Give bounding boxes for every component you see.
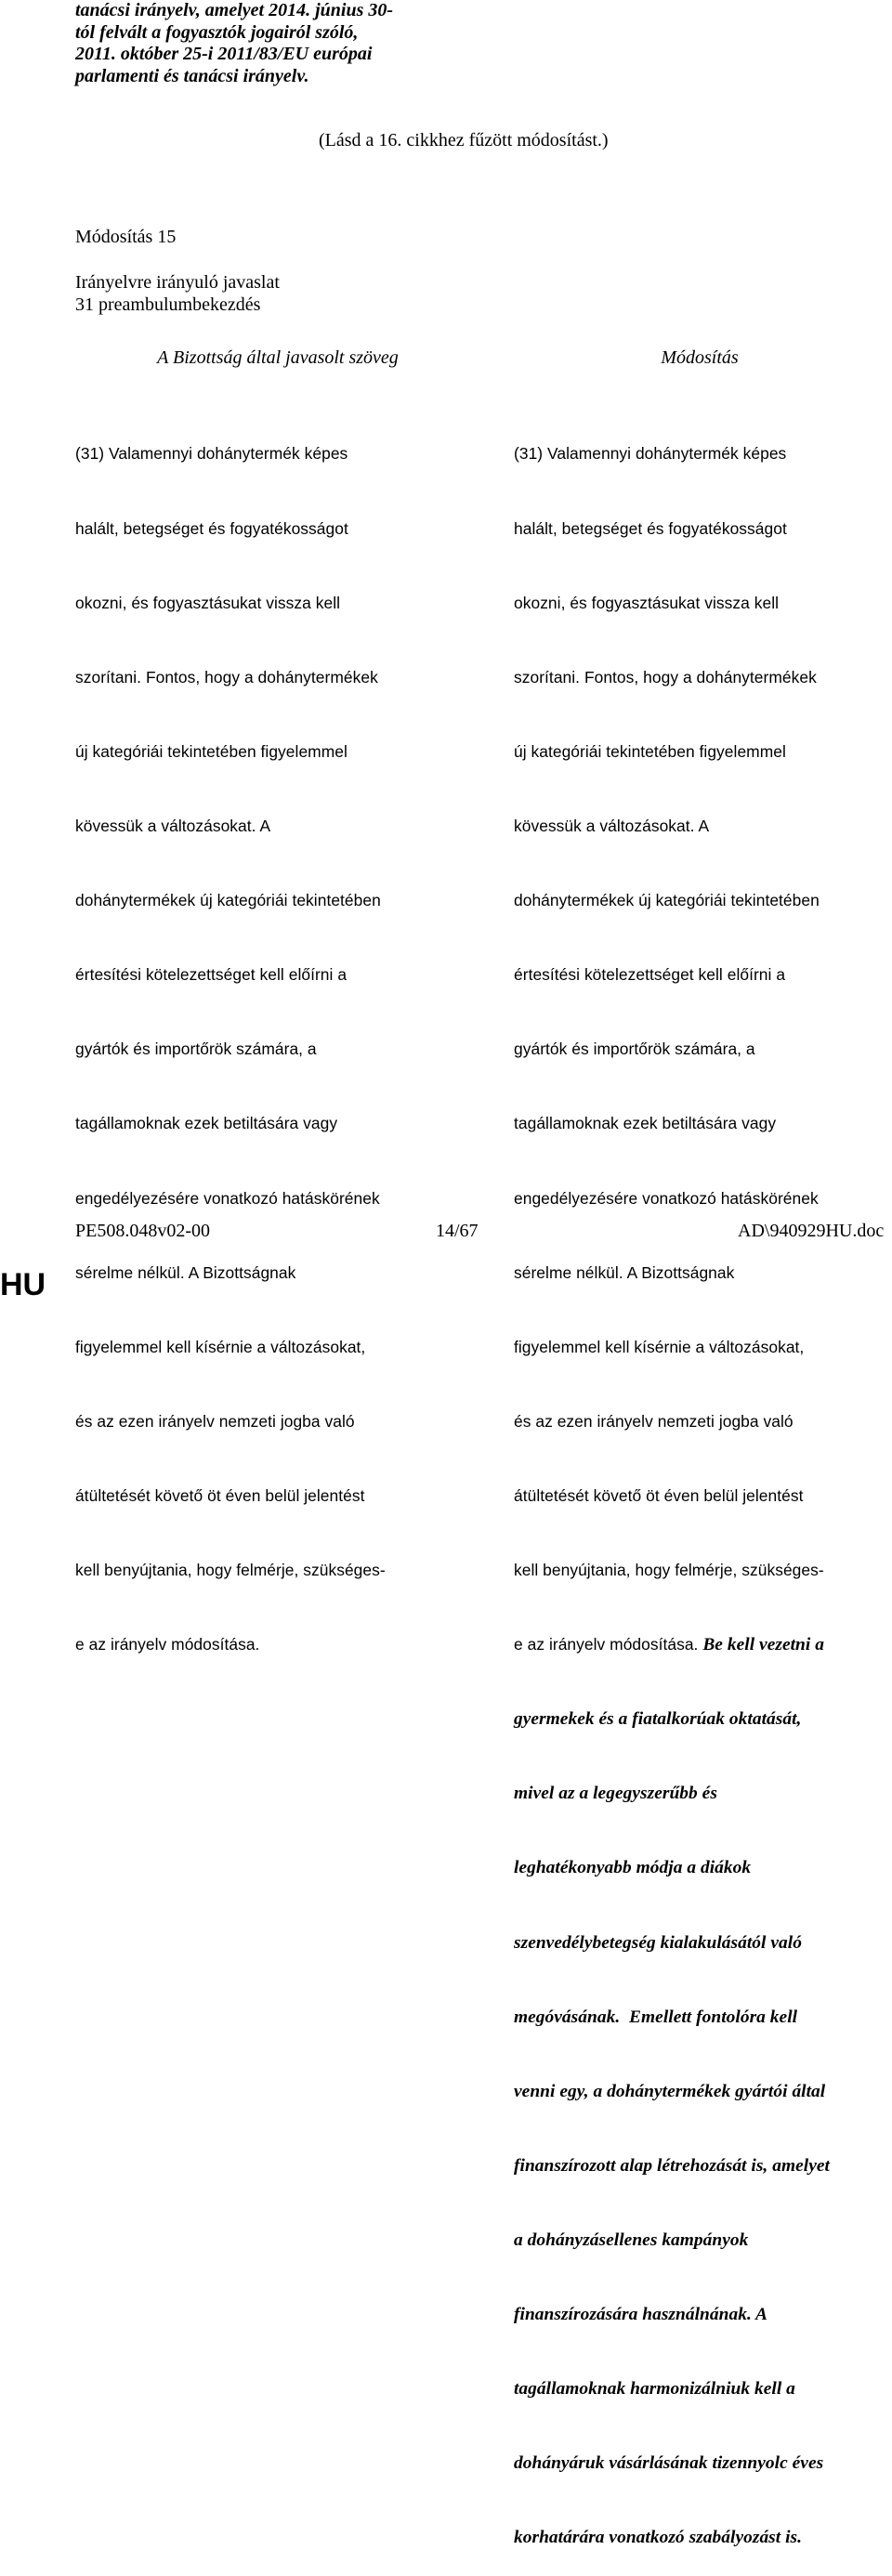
amendment-title: Módosítás 15: [75, 227, 177, 247]
text-line: dohánytermékek új kategóriái tekintetében: [514, 891, 820, 910]
text-line: új kategóriái tekintetében figyelemmel: [514, 741, 786, 761]
added-text: Be kell vezetni a: [702, 1635, 824, 1655]
text-line: halált, betegséget és fogyatékosságot: [514, 518, 787, 538]
text-line: tagállamoknak ezek betiltására vagy: [75, 1114, 338, 1133]
added-text-line: a dohányzásellenes kampányok: [514, 2230, 749, 2251]
text-line: kövessük a változásokat. A: [514, 816, 710, 835]
text-line: értesítési kötelezettséget kell előírni a: [75, 965, 348, 985]
text-line: szorítani. Fontos, hogy a dohánytermékek: [75, 667, 378, 686]
added-text-line: leghatékonyabb módja a diákok: [514, 1858, 752, 1878]
text-line: kell benyújtania, hogy felmérje, szükséges-: [514, 1561, 824, 1580]
text-line: szorítani. Fontos, hogy a dohánytermékek: [514, 667, 817, 686]
text-line: sérelme nélkül. A Bizottságnak: [514, 1262, 735, 1282]
text-line: értesítési kötelezettséget kell előírni a: [514, 965, 786, 985]
footer-page-number: 14/67: [436, 1221, 479, 1241]
text-line: átültetését követő öt éven belül jelentést: [75, 1485, 365, 1505]
text-line: okozni, és fogyasztásukat vissza kell: [514, 593, 780, 612]
text-line: figyelemmel kell kísérnie a változásokat,: [514, 1337, 805, 1356]
text-line: átültetését követő öt éven belül jelentést: [514, 1485, 804, 1505]
text-segment: e az irányelv módosítása.: [514, 1635, 703, 1654]
carryover-line: 2011. október 25-i 2011/83/EU európai: [75, 44, 373, 64]
carryover-line: tanácsi irányelv, amelyet 2014. június 30-: [75, 0, 394, 20]
text-line: engedélyezésére vonatkozó hatáskörének: [514, 1188, 819, 1208]
amendment-heading: Módosítás: [661, 347, 739, 368]
text-line: (31) Valamennyi dohánytermék képes: [514, 444, 787, 464]
text-line: sérelme nélkül. A Bizottságnak: [75, 1262, 296, 1282]
added-text-line: finanszírozott alap létrehozását is, amelyet: [514, 2155, 830, 2176]
text-line: új kategóriái tekintetében figyelemmel: [75, 741, 348, 761]
added-text-line: korhatárára vonatkozó szabályozást is.: [514, 2528, 803, 2548]
text-line: halált, betegséget és fogyatékosságot: [75, 518, 348, 538]
text-line: gyártók és importőrök számára, a: [75, 1040, 317, 1059]
language-code: HU: [0, 1267, 46, 1302]
added-text-line: megóvásának. Emellett fontolóra kell: [514, 2007, 798, 2027]
proposal-type: Irányelvre irányuló javaslat: [75, 272, 280, 293]
amendment-text-column: [514, 392, 830, 2576]
text-line: (31) Valamennyi dohánytermék képes: [75, 444, 348, 464]
carryover-line: parlamenti és tanácsi irányelv.: [75, 65, 309, 86]
added-text-line: dohányáruk vásárlásának tizennyolc éves: [514, 2453, 824, 2474]
added-text-line: tagállamoknak harmonizálniuk kell a: [514, 2379, 795, 2399]
text-line: és az ezen irányelv nemzeti jogba való: [75, 1411, 355, 1431]
text-line: és az ezen irányelv nemzeti jogba való: [514, 1411, 794, 1431]
added-text-line: szenvedélybetegség kialakulásától való: [514, 1932, 802, 1953]
added-text-line: mivel az a legegyszerűbb és: [514, 1784, 717, 1804]
provision-reference: 31 preambulumbekezdés: [75, 294, 261, 315]
text-line: okozni, és fogyasztásukat vissza kell: [75, 593, 341, 612]
text-line: e az irányelv módosítása.: [75, 1635, 260, 1654]
text-line: kell benyújtania, hogy felmérje, szükséges-: [75, 1561, 386, 1580]
added-text-line: venni egy, a dohánytermékek gyártói által: [514, 2081, 826, 2101]
footer-file-name: AD\940929HU.doc: [738, 1221, 885, 1241]
carryover-line: tól felvált a fogyasztók jogairól szóló,: [75, 21, 359, 43]
text-line: [514, 1632, 830, 1658]
text-line: gyártók és importőrök számára, a: [514, 1040, 755, 1059]
added-text-line: finanszírozására használnának. A: [514, 2305, 768, 2325]
text-line: figyelemmel kell kísérnie a változásokat,: [75, 1337, 366, 1356]
text-line: dohánytermékek új kategóriái tekintetében: [75, 891, 381, 910]
text-line: tagállamoknak ezek betiltására vagy: [514, 1114, 777, 1133]
carryover-text: [75, 0, 466, 87]
text-line: engedélyezésére vonatkozó hatáskörének: [75, 1188, 380, 1208]
commission-text-heading: A Bizottság által javasolt szöveg: [157, 347, 399, 368]
commission-text-column: [75, 392, 386, 1682]
footer-doc-reference: PE508.048v02-00: [75, 1221, 210, 1241]
text-line: kövessük a változásokat. A: [75, 816, 271, 835]
added-text-line: gyermekek és a fiatalkorúak oktatását,: [514, 1709, 802, 1730]
see-reference: (Lásd a 16. cikkhez fűzött módosítást.): [319, 130, 609, 150]
